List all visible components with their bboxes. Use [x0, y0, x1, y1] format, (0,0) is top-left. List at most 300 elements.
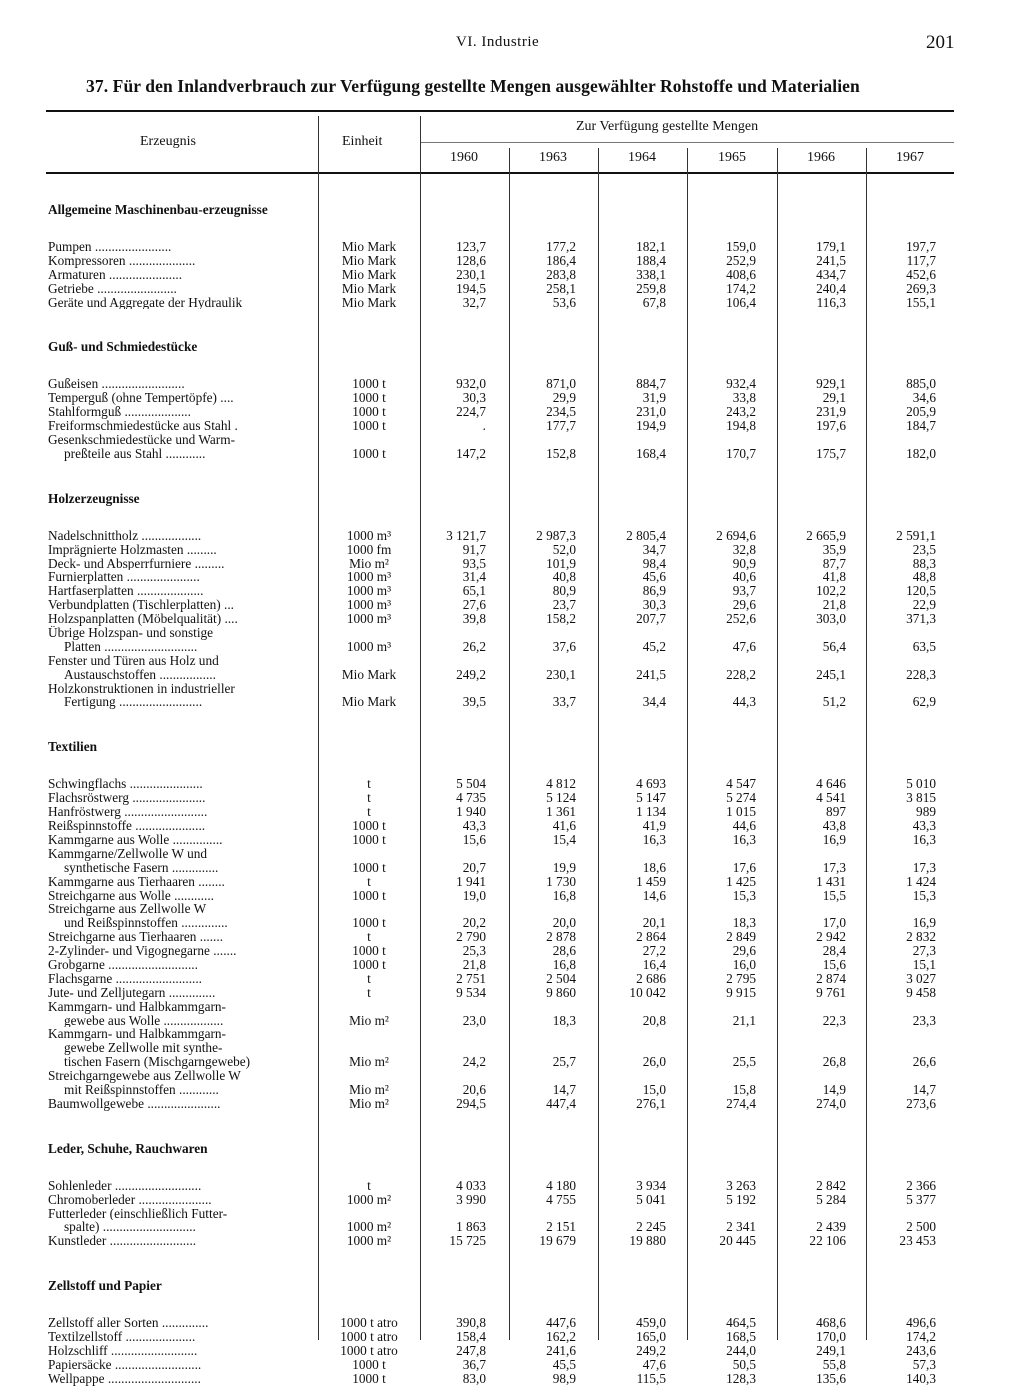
value-cell: 1 424 [906, 873, 936, 889]
table-row [0, 626, 1024, 640]
value-cell: 40,6 [732, 569, 756, 585]
value-cell: 14,9 [822, 1081, 846, 1097]
table-row [0, 1069, 1024, 1083]
value-cell: 34,6 [912, 390, 936, 406]
value-cell: 27,2 [642, 943, 666, 959]
value-cell: 128,6 [456, 252, 486, 268]
row-unit: Mio m² [349, 1054, 389, 1070]
value-cell: 274,0 [816, 1095, 846, 1111]
value-cell: 17,0 [822, 915, 846, 931]
row-label: synthetische Fasern .............. [64, 860, 219, 875]
row-label: Baumwollgewebe ...................... [48, 1096, 221, 1111]
table-row [0, 391, 1024, 405]
table-row [0, 240, 1024, 254]
value-cell: 87,7 [822, 555, 846, 571]
value-cell: 14,7 [912, 1081, 936, 1097]
row-unit: t [367, 984, 371, 1000]
row-label: Platten ............................ [64, 639, 198, 654]
row-label: Fenster und Türen aus Holz und [48, 653, 219, 668]
value-cell: 65,1 [462, 583, 486, 599]
row-label: tischen Fasern (Mischgarngewebe) [64, 1055, 251, 1070]
year-header: 1965 [718, 150, 746, 165]
value-cell: 29,6 [732, 597, 756, 613]
value-cell: 101,9 [546, 555, 576, 571]
row-label: Kompressoren .................... [48, 253, 196, 268]
row-unit: 1000 t [352, 1370, 386, 1386]
value-cell: 15 725 [449, 1233, 486, 1249]
value-cell: 19,9 [552, 859, 576, 875]
row-label: Kammgarne aus Tierhaaren ........ [48, 874, 225, 889]
row-label: Verbundplatten (Tischlerplatten) ... [48, 598, 234, 613]
value-cell: 234,5 [546, 404, 576, 420]
value-cell: 177,7 [546, 418, 576, 434]
value-cell: 2 849 [726, 929, 756, 945]
value-cell: 30,3 [462, 390, 486, 406]
value-cell: 434,7 [816, 266, 846, 282]
value-cell: 897 [826, 804, 846, 820]
table-row [0, 254, 1024, 268]
row-label: mit Reißspinnstoffen ............ [64, 1082, 219, 1097]
value-cell: 21,8 [822, 597, 846, 613]
value-cell: 159,0 [726, 239, 756, 254]
row-unit: t [367, 804, 371, 820]
section-heading-row [0, 200, 1024, 240]
value-cell: 243,2 [726, 404, 756, 420]
value-cell: 2 686 [636, 970, 666, 986]
row-unit: Mio m² [349, 1081, 389, 1097]
value-cell: 2 245 [636, 1219, 666, 1235]
row-label: gewebe aus Wolle .................. [64, 1013, 224, 1028]
table-row [0, 1234, 1024, 1248]
row-label: Schwingflachs ...................... [48, 777, 203, 792]
row-label: Chromoberleder ...................... [48, 1192, 212, 1207]
value-cell: 884,7 [636, 376, 666, 392]
value-cell: 1 863 [456, 1219, 486, 1235]
section-heading: Zellstoff und Papier [48, 1278, 162, 1294]
value-cell: 93,5 [462, 555, 486, 571]
value-cell: 147,2 [456, 445, 486, 461]
value-cell: 174,2 [726, 280, 756, 296]
row-unit: 1000 t [352, 818, 386, 834]
row-label: und Reißspinnstoffen .............. [64, 916, 228, 931]
value-cell: 231,9 [816, 404, 846, 420]
value-cell: 4 033 [456, 1177, 486, 1193]
value-cell: 165,0 [636, 1329, 666, 1345]
value-cell: 18,3 [552, 1012, 576, 1028]
row-unit: Mio Mark [341, 694, 397, 710]
value-cell: 16,9 [822, 831, 846, 847]
value-cell: 27,6 [462, 597, 486, 613]
table-row [0, 543, 1024, 557]
row-unit: 1000 t atro [340, 1315, 398, 1331]
value-cell: 228,2 [726, 666, 756, 682]
value-cell: 243,6 [906, 1342, 936, 1358]
table-row [0, 1316, 1024, 1330]
section-heading: Leder, Schuhe, Rauchwaren [48, 1140, 208, 1156]
value-cell: 62,9 [912, 694, 936, 710]
value-cell: 3 934 [636, 1177, 666, 1193]
row-unit: 1000 m³ [346, 638, 392, 654]
header-product: Erzeugnis [140, 134, 196, 149]
value-cell: 182,1 [636, 239, 666, 254]
value-cell: 245,1 [816, 666, 846, 682]
value-cell: 98,4 [642, 555, 666, 571]
value-cell: 93,7 [732, 583, 756, 599]
value-cell: 241,5 [636, 666, 666, 682]
value-cell: 57,3 [912, 1356, 936, 1372]
table-row [0, 296, 1024, 310]
value-cell: 4 541 [816, 790, 846, 806]
row-label: Fertigung ......................... [64, 695, 203, 710]
value-cell: 152,8 [546, 445, 576, 461]
row-label: Geräte und Aggregate der Hydraulik [48, 295, 243, 310]
value-cell: 9 761 [816, 984, 846, 1000]
value-cell: 23,3 [912, 1012, 936, 1028]
value-cell: 2 341 [726, 1219, 756, 1235]
section-heading-row [0, 337, 1024, 377]
row-label: Gesenkschmiedestücke und Warm- [48, 433, 236, 447]
value-cell: 1 940 [456, 804, 486, 820]
row-unit: 1000 t [352, 404, 386, 420]
row-label: Reißspinnstoffe ..................... [48, 819, 206, 833]
value-cell: 885,0 [906, 376, 936, 392]
row-label: Nadelschnittholz .................. [48, 528, 202, 543]
value-cell: 258,1 [546, 280, 576, 296]
value-cell: 871,0 [546, 376, 576, 392]
row-unit: 1000 t atro [340, 1329, 398, 1345]
value-cell: 25,5 [732, 1054, 756, 1070]
row-unit: 1000 m³ [346, 597, 392, 613]
row-label: Flachsgarne .......................... [48, 971, 202, 986]
row-unit: 1000 m³ [346, 569, 392, 585]
table-body [0, 200, 1024, 1386]
value-cell: 194,9 [636, 418, 666, 434]
value-cell: 15,3 [912, 887, 936, 903]
table-row [0, 1344, 1024, 1358]
row-unit: t [367, 873, 371, 889]
value-cell: 3 815 [906, 790, 936, 806]
section-heading: Guß- und Schmiedestücke [48, 339, 198, 355]
value-cell: 2 694,6 [716, 527, 756, 543]
value-cell: 47,6 [732, 638, 756, 654]
value-cell: 1 941 [456, 873, 486, 889]
value-cell: 52,0 [552, 541, 576, 557]
value-cell: 36,7 [462, 1356, 486, 1372]
value-cell: 4 693 [636, 776, 666, 792]
value-cell: 140,3 [906, 1370, 936, 1386]
row-unit: t [367, 790, 371, 806]
row-label: Deck- und Absperrfurniere ......... [48, 556, 225, 571]
row-label: Holzschliff .......................... [48, 1343, 198, 1358]
value-cell: 135,6 [816, 1370, 846, 1386]
row-unit: 1000 t [352, 390, 386, 406]
value-cell: 15,6 [822, 956, 846, 972]
value-cell: 174,2 [906, 1329, 936, 1345]
row-label: Papiersäcke .......................... [48, 1357, 202, 1372]
value-cell: 241,5 [816, 252, 846, 268]
row-label: Pumpen ....................... [48, 240, 172, 254]
table-row [0, 1097, 1024, 1111]
value-cell: 252,9 [726, 252, 756, 268]
value-cell: 989 [916, 804, 936, 820]
value-cell: 20,7 [462, 859, 486, 875]
table-row [0, 612, 1024, 626]
value-cell: 177,2 [546, 239, 576, 254]
value-cell: 2 665,9 [806, 527, 846, 543]
value-cell: 22,9 [912, 597, 936, 613]
row-label: Getriebe ........................ [48, 281, 177, 296]
value-cell: 5 041 [636, 1191, 666, 1207]
table-row [0, 1330, 1024, 1344]
value-cell: 25,7 [552, 1054, 576, 1070]
section-heading-row [0, 737, 1024, 777]
value-cell: 5 124 [546, 790, 576, 806]
value-cell: 19,0 [462, 887, 486, 903]
row-unit: 1000 t [352, 859, 386, 875]
value-cell: 2 805,4 [626, 527, 666, 543]
row-unit: 1000 t [352, 418, 386, 434]
value-cell: 26,0 [642, 1054, 666, 1070]
value-cell: 20,8 [642, 1012, 666, 1028]
value-cell: 106,4 [726, 294, 756, 310]
value-cell: 158,4 [456, 1329, 486, 1345]
section-name: VI. Industrie [456, 34, 540, 50]
value-cell: 2 366 [906, 1177, 936, 1193]
row-unit: 1000 t [352, 887, 386, 903]
page-number: 201 [926, 32, 955, 53]
row-label: Textilzellstoff ..................... [48, 1330, 196, 1344]
value-cell: 186,4 [546, 252, 576, 268]
value-cell: 2 878 [546, 929, 576, 945]
table-row [0, 640, 1024, 654]
row-unit: 1000 m² [346, 1219, 392, 1235]
value-cell: 128,3 [726, 1370, 756, 1386]
value-cell: 2 751 [456, 970, 486, 986]
value-cell: 241,6 [546, 1342, 576, 1358]
row-label: Flachsröstwerg ...................... [48, 791, 206, 806]
row-unit: 1000 m³ [346, 527, 392, 543]
row-label: Futterleder (einschließlich Futter- [48, 1206, 228, 1221]
value-cell: 188,4 [636, 252, 666, 268]
value-cell: 18,6 [642, 859, 666, 875]
row-label: Streichgarne aus Zellwolle W [48, 902, 207, 917]
value-cell: 24,2 [462, 1054, 486, 1070]
value-cell: 205,9 [906, 404, 936, 420]
value-cell: 16,9 [912, 915, 936, 931]
table-row [0, 791, 1024, 805]
value-cell: 4 755 [546, 1191, 576, 1207]
row-label: Streichgarngewebe aus Zellwolle W [48, 1069, 241, 1083]
value-cell: 102,2 [816, 583, 846, 599]
value-cell: 63,5 [912, 638, 936, 654]
row-unit: 1000 t [352, 445, 386, 461]
row-label: Holzspanplatten (Möbelqualität) .... [48, 612, 238, 627]
section-heading-row [0, 1139, 1024, 1179]
value-cell: 16,4 [642, 956, 666, 972]
value-cell: 3 263 [726, 1177, 756, 1193]
value-cell: 224,7 [456, 404, 486, 420]
row-label: Stahlformguß .................... [48, 405, 191, 420]
row-label: Freiformschmiedestücke aus Stahl . [48, 419, 238, 434]
table-row [0, 902, 1024, 916]
table-row [0, 972, 1024, 986]
value-cell: 929,1 [816, 376, 846, 392]
value-cell: 5 274 [726, 790, 756, 806]
value-cell: 447,4 [546, 1095, 576, 1111]
header-group: Zur Verfügung gestellte Mengen [576, 119, 759, 134]
table-row [0, 377, 1024, 391]
value-cell: 283,8 [546, 266, 576, 282]
value-cell: 1 730 [546, 873, 576, 889]
value-cell: 20,0 [552, 915, 576, 931]
value-cell: 2 942 [816, 929, 846, 945]
value-cell: 2 832 [906, 929, 936, 945]
year-header: 1967 [896, 150, 924, 165]
row-label: Gußeisen ......................... [48, 377, 185, 392]
value-cell: 16,0 [732, 956, 756, 972]
value-cell: 50,5 [732, 1356, 756, 1372]
row-unit: Mio Mark [341, 266, 397, 282]
value-cell: 168,4 [636, 445, 666, 461]
row-unit: Mio m² [349, 1095, 389, 1111]
value-cell: 41,8 [822, 569, 846, 585]
value-cell: 1 361 [546, 804, 576, 820]
year-header: 1960 [450, 150, 478, 165]
value-cell: 274,4 [726, 1095, 756, 1111]
value-cell: 86,9 [642, 583, 666, 599]
table-row [0, 861, 1024, 875]
value-cell: 32,7 [462, 294, 486, 310]
value-cell: 5 504 [456, 776, 486, 792]
row-label: Kunstleder .......................... [48, 1234, 197, 1249]
row-unit: t [367, 776, 371, 792]
value-cell: 21,1 [732, 1012, 756, 1028]
value-cell: 170,0 [816, 1329, 846, 1345]
value-cell: 168,5 [726, 1329, 756, 1345]
value-cell: 67,8 [642, 294, 666, 310]
table-row [0, 1358, 1024, 1372]
value-cell: 2 790 [456, 929, 486, 945]
row-unit: t [367, 1177, 371, 1193]
value-cell: 4 735 [456, 790, 486, 806]
value-cell: 15,8 [732, 1081, 756, 1097]
value-cell: 9 860 [546, 984, 576, 1000]
value-cell: 240,4 [816, 280, 846, 296]
value-cell: 1 459 [636, 873, 666, 889]
value-cell: 2 842 [816, 1177, 846, 1193]
value-cell: 1 015 [726, 804, 756, 820]
value-cell: 9 915 [726, 984, 756, 1000]
table-row [0, 268, 1024, 282]
value-cell: 88,3 [912, 555, 936, 571]
row-label: spalte) ............................ [64, 1220, 196, 1235]
row-label: Streichgarne aus Tierhaaren ....... [48, 930, 224, 945]
row-unit: 1000 m³ [346, 583, 392, 599]
row-label: Jute- und Zelljutegarn .............. [48, 985, 216, 1000]
value-cell: 43,3 [462, 818, 486, 834]
value-cell: 16,3 [642, 831, 666, 847]
row-unit: 1000 t atro [340, 1342, 398, 1358]
row-unit: Mio m² [349, 1012, 389, 1028]
row-unit: 1000 m³ [346, 611, 392, 627]
value-cell: 1 431 [816, 873, 846, 889]
row-unit: 1000 t [352, 956, 386, 972]
row-unit: Mio Mark [341, 294, 397, 310]
value-cell: 33,7 [552, 694, 576, 710]
year-group-rule [420, 142, 954, 143]
table-row [0, 682, 1024, 696]
table-row [0, 847, 1024, 861]
value-cell: 249,1 [816, 1342, 846, 1358]
row-label: Wellpappe ............................ [48, 1371, 201, 1386]
value-cell: 273,6 [906, 1095, 936, 1111]
table-row [0, 282, 1024, 296]
value-cell: 2 504 [546, 970, 576, 986]
table-row [0, 668, 1024, 682]
value-cell: 20,2 [462, 915, 486, 931]
table-row [0, 819, 1024, 833]
value-cell: 26,2 [462, 638, 486, 654]
value-cell: 2 987,3 [536, 527, 576, 543]
table-row [0, 654, 1024, 668]
spacer-row [0, 309, 1024, 337]
row-label: Sohlenleder .......................... [48, 1178, 202, 1193]
value-cell: 194,8 [726, 418, 756, 434]
table-row [0, 570, 1024, 584]
row-unit: Mio Mark [341, 239, 397, 254]
value-cell: 4 547 [726, 776, 756, 792]
header-unit: Einheit [342, 134, 383, 149]
value-cell: 231,0 [636, 404, 666, 420]
value-cell: 452,6 [906, 266, 936, 282]
row-unit: Mio Mark [341, 666, 397, 682]
table-row [0, 1000, 1024, 1014]
row-label: Kammgarne/Zellwolle W und [48, 846, 208, 861]
row-unit: 1000 t [352, 915, 386, 931]
value-cell: 230,1 [456, 266, 486, 282]
row-label: Armaturen ...................... [48, 267, 183, 282]
value-cell: 15,0 [642, 1081, 666, 1097]
value-cell: 53,6 [552, 294, 576, 310]
value-cell: 20 445 [719, 1233, 756, 1249]
value-cell: 21,8 [462, 956, 486, 972]
row-unit: Mio Mark [341, 252, 397, 268]
value-cell: 2 151 [546, 1219, 576, 1235]
value-cell: 4 646 [816, 776, 846, 792]
row-unit: Mio Mark [341, 280, 397, 296]
row-label: Hartfaserplatten .................... [48, 584, 204, 599]
table-row [0, 557, 1024, 571]
value-cell: 29,1 [822, 390, 846, 406]
value-cell: 45,5 [552, 1356, 576, 1372]
value-cell: 29,9 [552, 390, 576, 406]
value-cell: 3 121,7 [446, 527, 486, 543]
row-label: Zellstoff aller Sorten .............. [48, 1316, 209, 1331]
value-cell: 5 192 [726, 1191, 756, 1207]
row-label: gewebe Zellwolle mit synthe- [64, 1041, 223, 1056]
value-cell: 2 591,1 [896, 527, 936, 543]
value-cell: 44,6 [732, 818, 756, 834]
value-cell: 45,2 [642, 638, 666, 654]
value-cell: 45,6 [642, 569, 666, 585]
table-row [0, 833, 1024, 847]
value-cell: 371,3 [906, 611, 936, 627]
value-cell: 15,1 [912, 956, 936, 972]
value-cell: 194,5 [456, 280, 486, 296]
value-cell: 179,1 [816, 239, 846, 254]
value-cell: 16,3 [732, 831, 756, 847]
row-unit: t [367, 970, 371, 986]
